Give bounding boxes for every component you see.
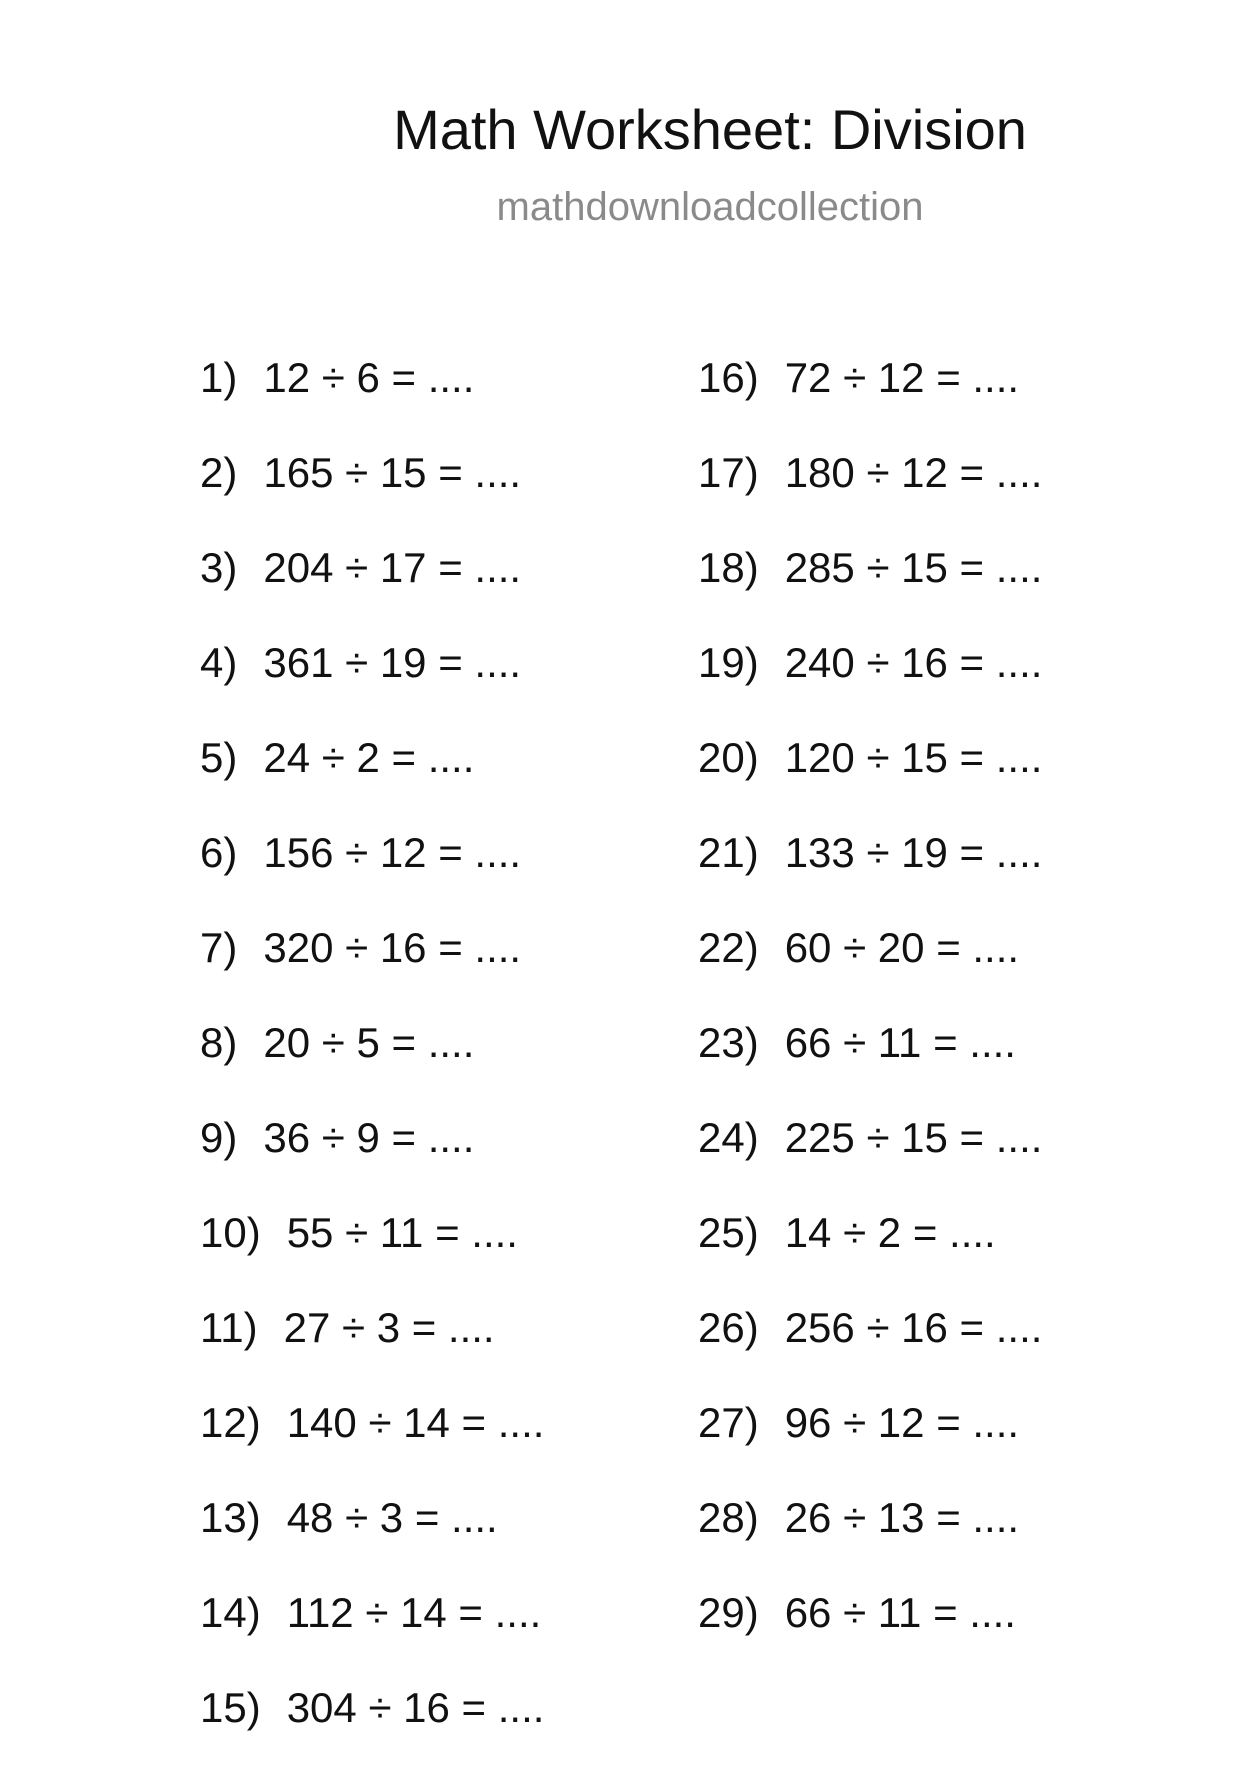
problem-number: 11)	[200, 1304, 258, 1351]
problem-number: 10)	[200, 1209, 261, 1256]
problem-expression: 285 ÷ 15 = ....	[784, 544, 1043, 591]
problem-item	[698, 823, 1042, 918]
problem-expression: 12 ÷ 6 = ....	[263, 354, 475, 401]
problem-expression: 96 ÷ 12 = ....	[784, 1399, 1020, 1446]
problem-number: 23)	[698, 1019, 759, 1066]
problem-item	[698, 1013, 1042, 1108]
problem-item	[200, 443, 544, 538]
page-subtitle: mathdownloadcollection	[496, 185, 924, 229]
problem-expression: 204 ÷ 17 = ....	[263, 544, 522, 591]
problem-expression: 48 ÷ 3 = ....	[286, 1494, 498, 1541]
problem-number: 8)	[200, 1019, 238, 1066]
problem-expression: 240 ÷ 16 = ....	[784, 639, 1043, 686]
problem-expression: 26 ÷ 13 = ....	[784, 1494, 1020, 1541]
problem-number: 16)	[698, 354, 759, 401]
problem-item	[200, 1203, 544, 1298]
problem-number: 18)	[698, 544, 759, 591]
page-title: Math Worksheet: Division	[393, 98, 1027, 161]
problem-list-right	[698, 348, 1042, 1678]
problem-number: 5)	[200, 734, 238, 781]
problem-item	[698, 1108, 1042, 1203]
problem-number: 7)	[200, 924, 238, 971]
problem-expression: 165 ÷ 15 = ....	[263, 449, 522, 496]
problem-item	[200, 538, 544, 633]
problem-expression: 36 ÷ 9 = ....	[263, 1114, 475, 1161]
problem-number: 25)	[698, 1209, 759, 1256]
problem-item	[200, 1298, 544, 1393]
problem-expression: 66 ÷ 11 = ....	[784, 1019, 1016, 1066]
problem-expression: 256 ÷ 16 = ....	[784, 1304, 1043, 1351]
problem-item	[698, 348, 1042, 443]
problem-item	[698, 918, 1042, 1013]
problem-item	[200, 633, 544, 728]
problem-expression: 133 ÷ 19 = ....	[784, 829, 1043, 876]
problem-expression: 156 ÷ 12 = ....	[263, 829, 522, 876]
problem-expression: 361 ÷ 19 = ....	[263, 639, 522, 686]
problem-expression: 180 ÷ 12 = ....	[784, 449, 1043, 496]
problem-number: 19)	[698, 639, 759, 686]
problem-expression: 72 ÷ 12 = ....	[784, 354, 1020, 401]
problem-number: 3)	[200, 544, 238, 591]
problem-number: 4)	[200, 639, 238, 686]
problem-item	[698, 728, 1042, 823]
problem-item	[200, 1678, 544, 1773]
problem-expression: 20 ÷ 5 = ....	[263, 1019, 475, 1066]
problem-expression: 140 ÷ 14 = ....	[286, 1399, 545, 1446]
problem-item	[698, 1203, 1042, 1298]
problem-item	[200, 1108, 544, 1203]
problem-item	[698, 538, 1042, 633]
problem-item	[200, 728, 544, 823]
problem-number: 2)	[200, 449, 238, 496]
problem-item	[200, 1393, 544, 1488]
problem-number: 24)	[698, 1114, 759, 1161]
problem-expression: 55 ÷ 11 = ....	[286, 1209, 518, 1256]
problem-expression: 66 ÷ 11 = ....	[784, 1589, 1016, 1636]
problem-number: 1)	[200, 354, 238, 401]
problem-item	[698, 633, 1042, 728]
problem-expression: 120 ÷ 15 = ....	[784, 734, 1043, 781]
problem-expression: 24 ÷ 2 = ....	[263, 734, 475, 781]
problem-expression: 27 ÷ 3 = ....	[283, 1304, 495, 1351]
problem-number: 15)	[200, 1684, 261, 1731]
problem-item	[698, 1298, 1042, 1393]
problem-item	[200, 823, 544, 918]
problem-number: 14)	[200, 1589, 261, 1636]
problem-item	[200, 348, 544, 443]
problem-number: 9)	[200, 1114, 238, 1161]
problem-number: 6)	[200, 829, 238, 876]
problem-item	[698, 443, 1042, 538]
problem-item	[200, 918, 544, 1013]
problem-expression: 60 ÷ 20 = ....	[784, 924, 1020, 971]
problem-expression: 14 ÷ 2 = ....	[784, 1209, 996, 1256]
problem-number: 28)	[698, 1494, 759, 1541]
problem-number: 21)	[698, 829, 759, 876]
problem-number: 13)	[200, 1494, 261, 1541]
problem-item	[200, 1013, 544, 1108]
problem-expression: 304 ÷ 16 = ....	[286, 1684, 545, 1731]
problem-expression: 225 ÷ 15 = ....	[784, 1114, 1043, 1161]
problem-item	[698, 1583, 1042, 1678]
problem-expression: 112 ÷ 14 = ....	[286, 1589, 542, 1636]
problem-number: 20)	[698, 734, 759, 781]
problem-list-left	[200, 348, 544, 1773]
problem-expression: 320 ÷ 16 = ....	[263, 924, 522, 971]
problem-number: 22)	[698, 924, 759, 971]
problem-number: 26)	[698, 1304, 759, 1351]
problem-number: 17)	[698, 449, 759, 496]
problem-item	[200, 1583, 544, 1678]
problem-item	[698, 1393, 1042, 1488]
problem-number: 27)	[698, 1399, 759, 1446]
problem-number: 12)	[200, 1399, 261, 1446]
problem-item	[698, 1488, 1042, 1583]
problem-number: 29)	[698, 1589, 759, 1636]
problem-item	[200, 1488, 544, 1583]
